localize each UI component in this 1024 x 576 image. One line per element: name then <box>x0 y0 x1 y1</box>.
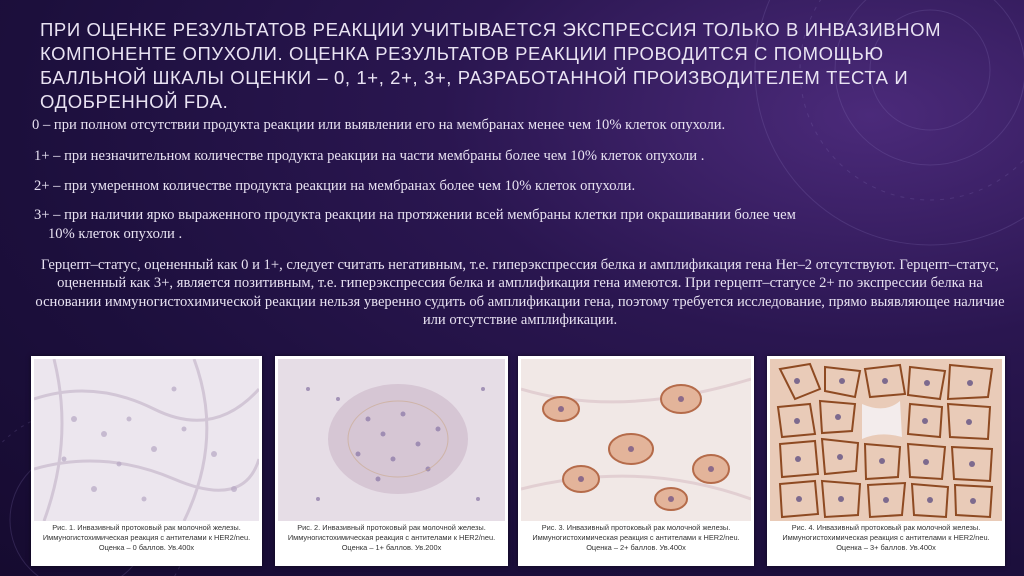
micrograph-score-2 <box>521 359 751 521</box>
micrograph-score-1 <box>278 359 505 521</box>
figures-row <box>0 356 1024 568</box>
score-2-text: 2+ – при умеренном количестве продукта реакции на мембранах более чем 10% клеток опухоли. <box>34 178 636 194</box>
figure-4 <box>767 356 1005 566</box>
score-3-text <box>34 206 1000 244</box>
figure-1-caption: Рис. 1. Инвазивный протоковый рак молочной железы. Иммуногистохимическая реакция с антителами к HER2/neu. Оценка – 0 баллов. Ув.400х <box>42 523 251 552</box>
score-0-text: 0 – при полном отсутствии продукта реакции или выявлении его на мембранах менее чем 10% клеток опухоли. <box>32 117 726 133</box>
slide-title: ПРИ ОЦЕНКЕ РЕЗУЛЬТАТОВ РЕАКЦИИ УЧИТЫВАЕТСЯ ЭКСПРЕССИЯ ТОЛЬКО В ИНВАЗИВНОМ КОМПОНЕНТЕ ОПУХОЛИ. ОЦЕНКА РЕЗУЛЬТАТОВ РЕАКЦИИ ПРОВОДИТСЯ С ПОМОЩЬЮ БАЛЛЬНОЙ ШКАЛЫ ОЦЕНКИ – 0, 1+, 2+, 3+, РАЗРАБОТАННОЙ ПРОИЗВОДИТЕЛЕМ ТЕСТА И ОДОБРЕННОЙ FDA. <box>40 19 942 112</box>
figure-3 <box>518 356 754 566</box>
figure-2 <box>275 356 508 566</box>
figure-3-caption: Рис. 3. Инвазивный протоковый рак молочной железы. Иммуногистохимическая реакция с антителами к HER2/neu. Оценка – 2+ баллов. Ув.400х <box>532 523 740 552</box>
figure-2-caption: Рис. 2. Инвазивный протоковый рак молочной железы. Иммуногистохимическая реакция с антителами к HER2/neu. Оценка – 1+ баллов. Ув.200х <box>287 523 496 552</box>
micrograph-score-0 <box>34 359 259 521</box>
micrograph-score-3 <box>770 359 1002 521</box>
score-3-line: 3+ – при наличии ярко выраженного продукта реакции на протяжении всей мембраны клетки при окрашивании более чем <box>34 207 796 223</box>
figure-1 <box>31 356 262 566</box>
hercept-status-text: Герцепт–статус, оцененный как 0 и 1+, следует считать негативным, т.е. гиперэкспрессия белка и амплификация гена Her–2 отсутствуют. Герцепт–статус, оцененный как 3+, является позитивным, т.е. гиперэкспрессия белка и амплификация гена имеются. При герцепт–статусе 2+ по экспрессии белка на основании иммуногистохимической реакции нельзя уверенно судить об амплификации гена, поэтому требуется исследование, прямо выявляющее наличие или отсутствие амплификации. <box>35 257 1005 329</box>
score-1-text: 1+ – при незначительном количестве продукта реакции на части мембраны более чем 10% клеток опухоли . <box>34 148 705 164</box>
score-3-continuation: 10% клеток опухоли . <box>48 226 183 242</box>
figure-4-caption: Рис. 4. Инвазивный протоковый рак молочной железы. Иммуногистохимическая реакция с антителами к HER2/neu. Оценка – 3+ баллов. Ув.400х <box>782 523 990 552</box>
